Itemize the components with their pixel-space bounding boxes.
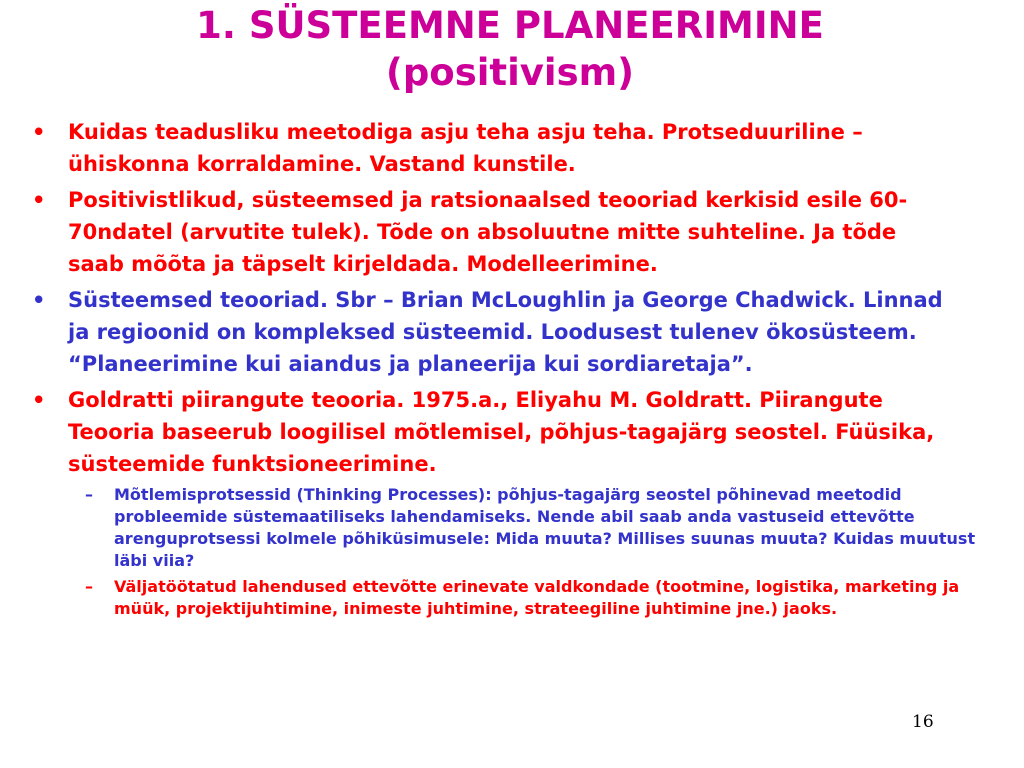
sub-bullet-item xyxy=(0,576,994,620)
bullet-item xyxy=(0,116,958,180)
bullet-text: Positivistlikud, süsteemsed ja ratsionaalsed teooriad kerkisid esile 60-70ndatel (arvutite tulek). Tõde on absoluutne mitte suhteline. Ja tõde saab mõõta ja täpselt kirjeldada. Modelleerimine. xyxy=(68,188,908,276)
bullet-item xyxy=(0,184,958,280)
bullet-text: Süsteemsed teooriad. Sbr – Brian McLoughlin ja George Chadwick. Linnad ja regioonid on kompleksed süsteemid. Loodusest tulenev ökosüsteem. “Planeerimine kui aiandus ja planeerija kui sordiaretaja”. xyxy=(68,288,943,376)
slide-title-line-1: 1. SÜSTEEMNE PLANEERIMINE xyxy=(196,4,824,47)
bullet-item xyxy=(0,284,958,380)
slide-body xyxy=(0,116,1024,624)
bullet-text: Goldratti piirangute teooria. 1975.a., Eliyahu M. Goldratt. Piirangute Teooria baseerub loogilisel mõtlemisel, põhjus-tagajärg seostel. Füüsika, süsteemide funktsioneerimine. xyxy=(68,388,935,476)
sub-bullet-text: Väljatöötatud lahendused ettevõtte erinevate valdkondade (tootmine, logistika, marketing ja müük, projektijuhtimine, inimeste juhtimine, strateegiline juhtimine jne.) jaoks. xyxy=(114,577,960,618)
bullet-marker: • xyxy=(32,188,46,212)
sub-bullet-item xyxy=(0,484,994,572)
bullet-marker: • xyxy=(32,288,46,312)
sub-bullet-marker: – xyxy=(85,485,93,504)
slide-title xyxy=(60,2,960,96)
sub-bullet-text: Mõtlemisprotsessid (Thinking Processes): põhjus-tagajärg seostel põhinevad meetodid probleemide süstemaatiliseks lahendamiseks. Nende abil saab anda vastuseid ettevõtte arenguprotsessi kolmele põhiküsimusele: Mida muuta? Millises suunas muuta? Kuidas muutust läbi viia? xyxy=(114,485,976,570)
slide-title-line-2: (positivism) xyxy=(385,51,635,94)
bullet-item xyxy=(0,384,958,480)
page-number: 16 xyxy=(912,712,934,732)
bullet-text: Kuidas teadusliku meetodiga asju teha asju teha. Protseduuriline – ühiskonna korraldamine. Vastand kunstile. xyxy=(68,120,863,176)
sub-bullet-marker: – xyxy=(85,577,93,596)
bullet-marker: • xyxy=(32,388,46,412)
bullet-marker: • xyxy=(32,120,46,144)
